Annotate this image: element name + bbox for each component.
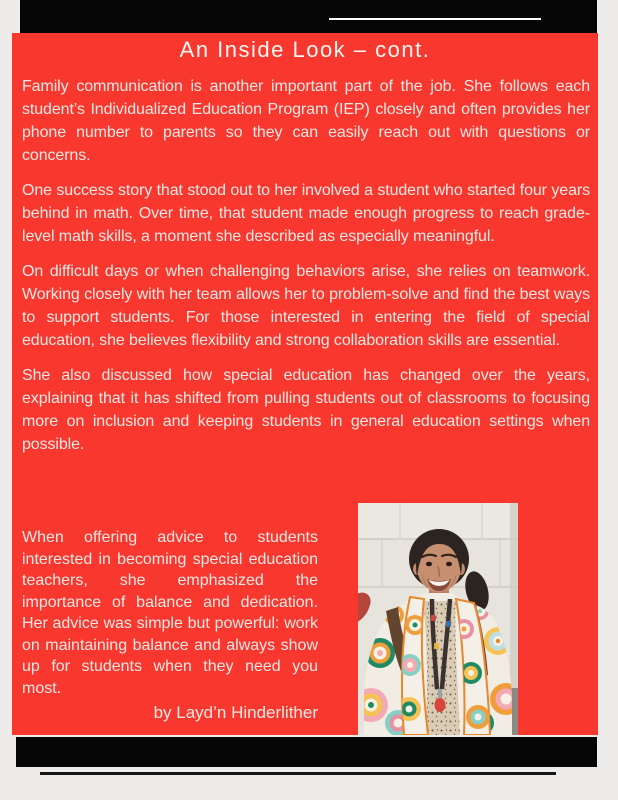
article-card [12,33,598,735]
bottom-black-bar [16,737,597,767]
closing-column [22,525,318,724]
article-paragraph-1: Family communication is another important part of the job. She follows each student’s Individualized Education Program (IEP) closely and often provides her phone number to parents so they can easily reach out with questions or concerns. [22,78,590,164]
article-paragraph-3: On difficult days or when challenging behaviors arise, she relies on teamwork. Working closely with her team allows her to problem-solve and find the best ways to support students. For those interested in entering the field of special education, she believes flexibility and strong collaboration skills are essential. [22,263,590,349]
portrait-illustration [358,503,518,735]
top-black-bar [20,0,597,33]
knit-shirt [422,601,460,735]
byline: by Layd’n Hinderlither [153,703,318,722]
closing-paragraph: When offering advice to students interested in becoming special education teachers, she emphasized the importance of balance and dedication. Her advice was simple but powerful: work on maintaining balance and always show up for students when they need you most. [22,529,318,697]
top-white-accent-line [329,18,541,20]
page-title: An Inside Look – cont. [179,37,431,62]
article-paragraph-4: She also discussed how special education has changed over the years, explaining that it has shifted from pulling students out of classrooms to focusing more on inclusion and keeping students in general education settings when possible. [22,367,590,453]
article-body [22,75,590,468]
portrait-photo [358,503,518,735]
bottom-black-accent-line [40,772,556,775]
article-paragraph-2: One success story that stood out to her involved a student who started four years behind in math. Over time, that student made enough progress to reach grade-level math skills, a moment she described as especially meaningful. [22,182,590,245]
